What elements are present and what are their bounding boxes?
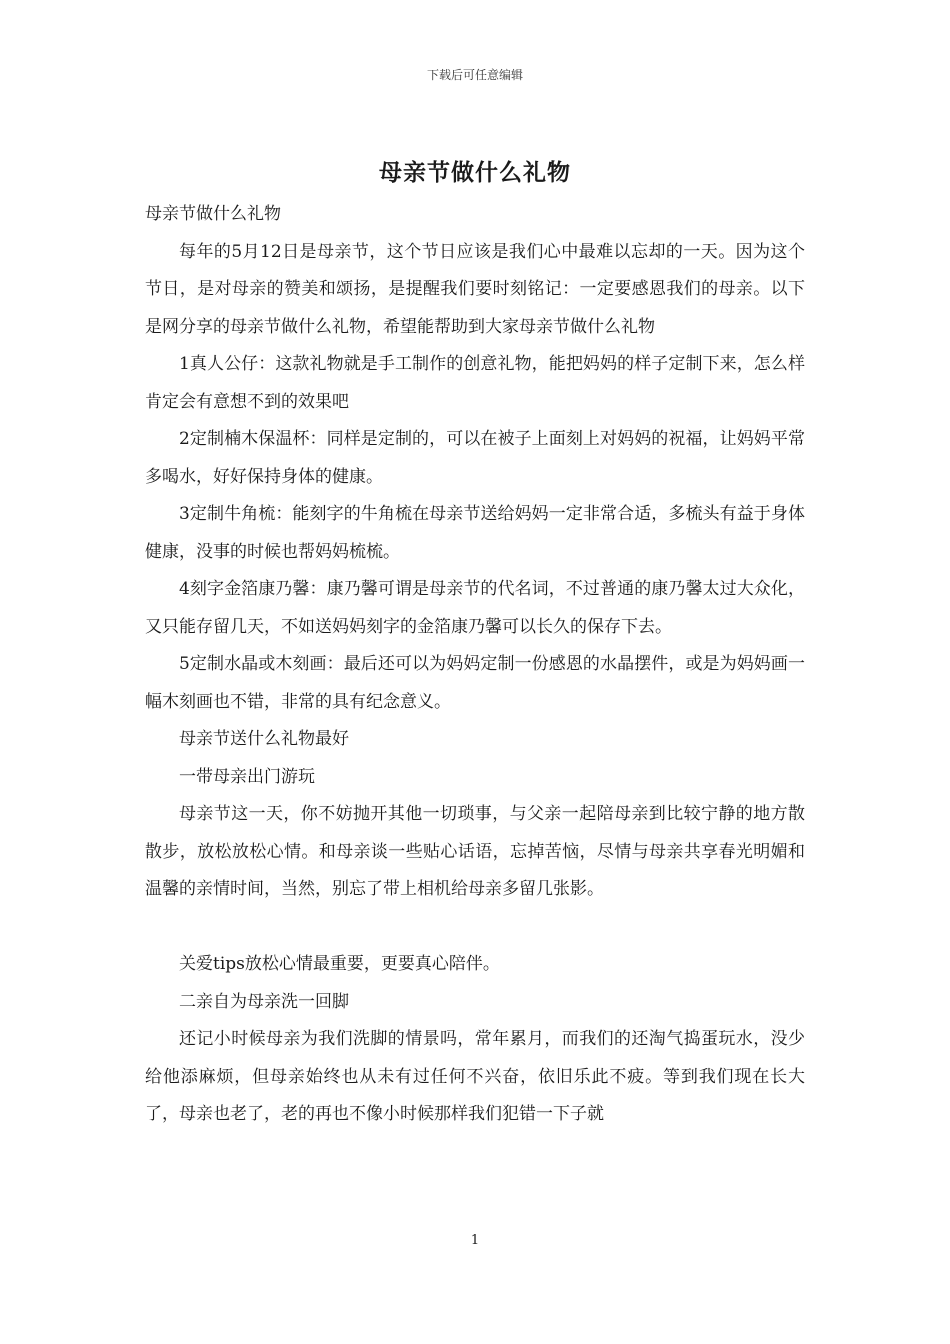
subsection-heading-2: 二亲自为母亲洗一回脚 [179, 991, 349, 1012]
tips-paragraph: 关爱tips放松心情最重要，更要真心陪伴。 [179, 954, 500, 974]
header-note: 下载后可任意编辑 [426, 68, 523, 82]
intro-paragraph: 每年的5月12日是母亲节，这个节日应该是我们心中最难以忘却的一天。因为这个节日，是对母亲的赞美和颂扬，是提醒我们要时刻铭记：一定要感恩我们的母亲。以下是网分享的母亲节做什么礼物，希望能帮助到大家母亲节做什么礼物 [145, 241, 805, 337]
subtitle-paragraph: 母亲节做什么礼物 [145, 204, 281, 224]
outing-paragraph: 母亲节这一天，你不妨抛开其他一切琐事，与父亲一起陪母亲到比较宁静的地方散散步，放松放松心情。和母亲谈一些贴心话语，忘掉苦恼，尽情与母亲共享春光明媚和温馨的亲情时间，当然，别忘了带上相机给母亲多留几张影。 [145, 804, 805, 899]
gift-item-1: 1真人公仔：这款礼物就是手工制作的创意礼物，能把妈妈的样子定制下来，怎么样肯定会有意想不到的效果吧 [145, 354, 805, 412]
foot-wash-paragraph: 还记小时候母亲为我们洗脚的情景吗，常年累月，而我们的还淘气捣蛋玩水，没少给他添麻烦，但母亲始终也从未有过任何不兴奋，依旧乐此不疲。等到我们现在长大了，母亲也老了，老的再也不像小时候那样我们犯错一下子就 [145, 1029, 805, 1124]
page-number: 1 [470, 1233, 480, 1248]
gift-item-3: 3定制牛角梳：能刻字的牛角梳在母亲节送给妈妈一定非常合适，多梳头有益于身体健康，没事的时候也帮妈妈梳梳。 [145, 504, 805, 562]
blank-line [145, 909, 805, 947]
section-heading: 母亲节送什么礼物最好 [179, 729, 349, 749]
document-title: 母亲节做什么礼物 [379, 159, 571, 186]
gift-item-2: 2定制楠木保温杯：同样是定制的，可以在被子上面刻上对妈妈的祝福，让妈妈平常多喝水，好好保持身体的健康。 [145, 429, 805, 487]
subsection-heading-1: 一带母亲出门游玩 [179, 766, 315, 787]
document-body [145, 196, 805, 1134]
gift-item-4: 4刻字金箔康乃馨：康乃馨可谓是母亲节的代名词，不过普通的康乃馨太过大众化，又只能存留几天，不如送妈妈刻字的金箔康乃馨可以长久的保存下去。 [145, 579, 805, 637]
gift-item-5: 5定制水晶或木刻画：最后还可以为妈妈定制一份感恩的水晶摆件，或是为妈妈画一幅木刻画也不错，非常的具有纪念意义。 [145, 654, 805, 712]
